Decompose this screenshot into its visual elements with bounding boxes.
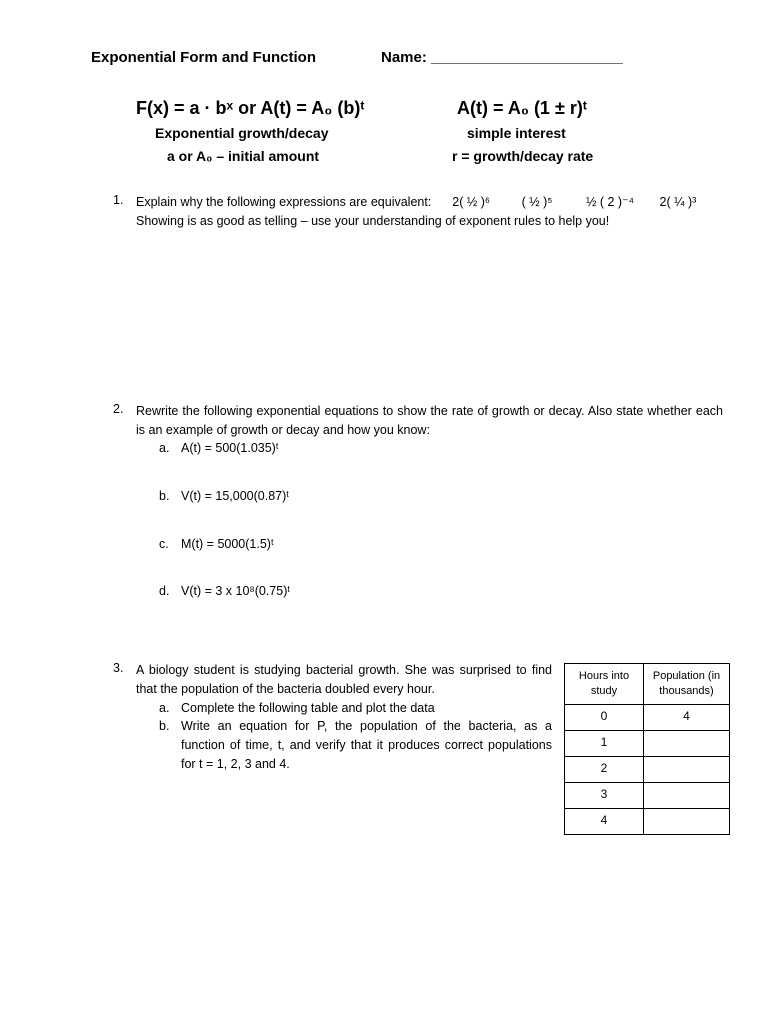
question-1 bbox=[136, 193, 736, 231]
name-field-label: Name: _______________________ bbox=[381, 49, 623, 66]
formula-caption-growth: Exponential growth/decay bbox=[155, 125, 329, 141]
expression: ( ½ )⁵ bbox=[521, 195, 553, 209]
question-3-number: 3. bbox=[113, 661, 124, 675]
table-row bbox=[565, 809, 730, 835]
question-3a-letter: a. bbox=[159, 701, 170, 715]
population-cell[interactable]: 4 bbox=[644, 705, 730, 731]
population-cell[interactable] bbox=[644, 783, 730, 809]
question-2a-letter: a. bbox=[159, 441, 170, 455]
question-3-prompt: A biology student is studying bacterial growth. She was surprised to find that the population of the bacteria doubled every hour. bbox=[136, 663, 552, 696]
question-2d-equation: V(t) = 3 x 10⁸(0.75)ᵗ bbox=[181, 584, 291, 598]
formula-caption-interest: simple interest bbox=[467, 125, 566, 141]
hours-cell: 1 bbox=[565, 731, 644, 757]
column-header-hours: Hours into study bbox=[565, 664, 644, 705]
question-1-number: 1. bbox=[113, 193, 124, 207]
question-1-hint: Showing is as good as telling – use your understanding of exponent rules to help you! bbox=[136, 214, 610, 228]
question-2-number: 2. bbox=[113, 402, 124, 416]
population-cell[interactable] bbox=[644, 809, 730, 835]
expression: 2( ¼ )³ bbox=[659, 195, 697, 209]
hours-cell: 2 bbox=[565, 757, 644, 783]
hours-cell: 3 bbox=[565, 783, 644, 809]
table-row bbox=[565, 705, 730, 731]
question-3b-letter: b. bbox=[159, 719, 170, 733]
table-header-row bbox=[565, 664, 730, 705]
question-1-expressions bbox=[452, 195, 696, 209]
table-row bbox=[565, 757, 730, 783]
question-2c-equation: M(t) = 5000(1.5)ᵗ bbox=[181, 537, 274, 551]
question-3a-text: Complete the following table and plot the data bbox=[181, 701, 435, 715]
question-2b-letter: b. bbox=[159, 489, 170, 503]
formula-caption-rate: r = growth/decay rate bbox=[452, 148, 594, 164]
hours-cell: 4 bbox=[565, 809, 644, 835]
expression: ½ ( 2 )⁻⁴ bbox=[585, 195, 635, 209]
question-2c-letter: c. bbox=[159, 537, 169, 551]
population-cell[interactable] bbox=[644, 731, 730, 757]
question-2-prompt: Rewrite the following exponential equations to show the rate of growth or decay. Also state whether each is an example of growth or decay and how you know: bbox=[136, 404, 723, 437]
exponential-formula: F(x) = a · bˣ or A(t) = A₀ (b)ᵗ bbox=[136, 98, 365, 118]
question-1-line1 bbox=[136, 193, 736, 212]
expression: 2( ½ )⁶ bbox=[452, 195, 491, 209]
interest-formula: A(t) = A₀ (1 ± r)ᵗ bbox=[457, 98, 587, 118]
question-2a-equation: A(t) = 500(1.035)ᵗ bbox=[181, 441, 279, 455]
table-row bbox=[565, 731, 730, 757]
column-header-population: Population (in thousands) bbox=[644, 664, 730, 705]
question-3b-text: Write an equation for P, the population of the bacteria, as a function of time, t, and verify that it produces correct populations for t = 1, 2, 3 and 4. bbox=[181, 719, 552, 771]
hours-cell: 0 bbox=[565, 705, 644, 731]
table-row bbox=[565, 783, 730, 809]
question-2b-equation: V(t) = 15,000(0.87)ᵗ bbox=[181, 489, 290, 503]
question-1-prompt: Explain why the following expressions are equivalent: bbox=[136, 195, 432, 209]
population-cell[interactable] bbox=[644, 757, 730, 783]
formula-caption-initial: a or A₀ – initial amount bbox=[167, 148, 320, 164]
question-2d-letter: d. bbox=[159, 584, 170, 598]
population-table bbox=[564, 663, 730, 835]
worksheet-title: Exponential Form and Function bbox=[91, 49, 316, 66]
